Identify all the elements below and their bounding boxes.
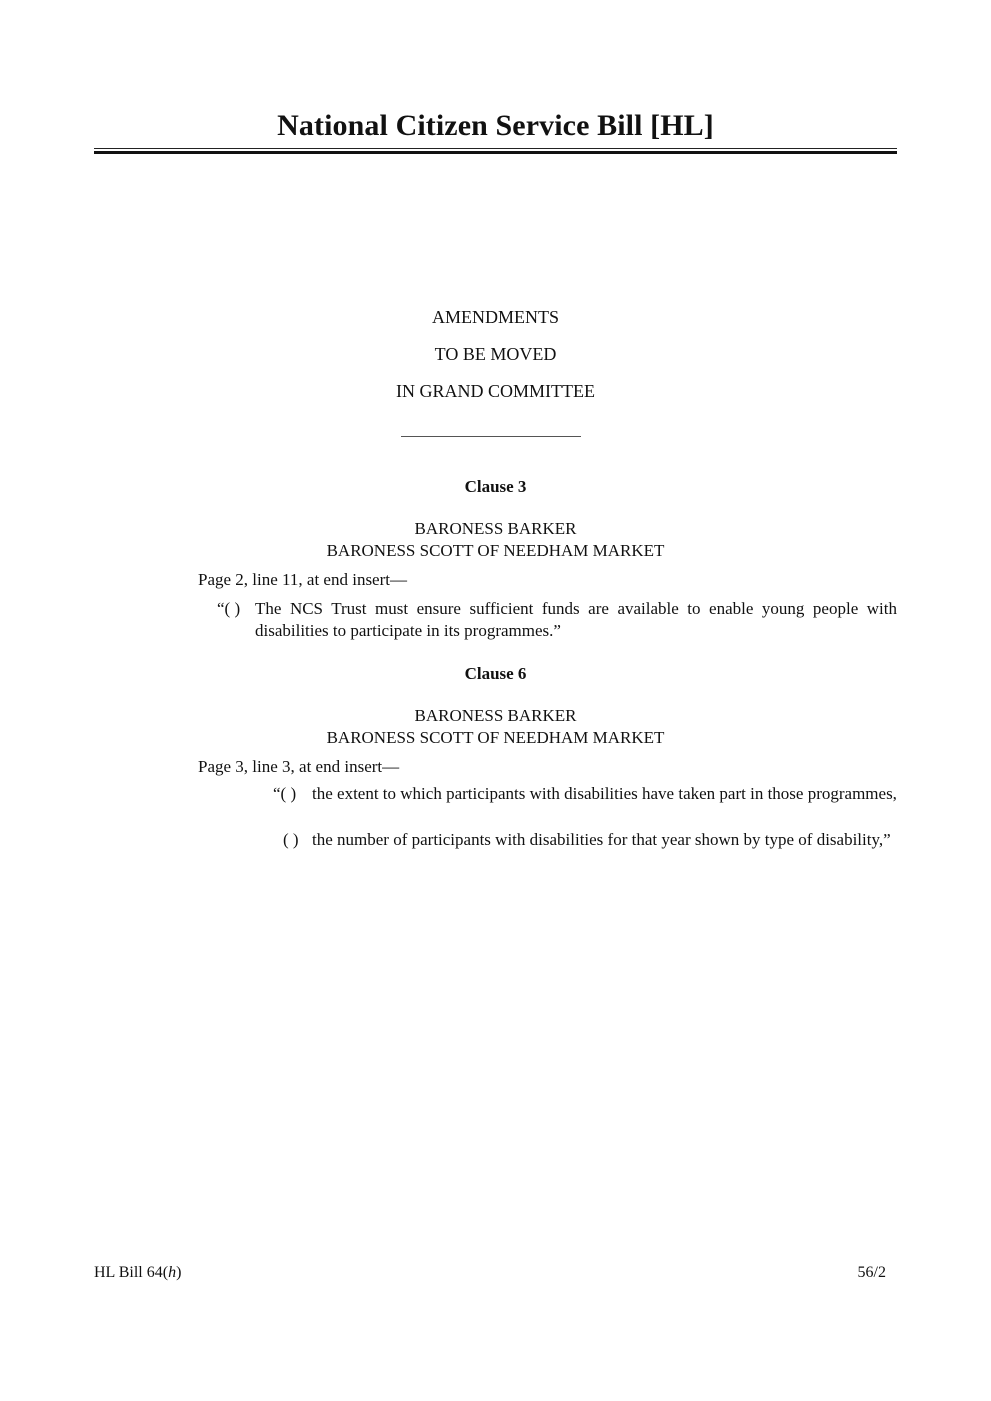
page-reference: 56/2 [857, 1264, 886, 1281]
bill-ref-suffix: ) [176, 1264, 182, 1281]
amendment-paragraph [273, 783, 897, 805]
paragraph-text: the number of participants with disabilities for that year shown by type of disability,” [312, 830, 891, 849]
bill-ref-prefix: HL Bill 64( [94, 1264, 169, 1281]
title-rule-thin [94, 148, 897, 149]
intro-line-to-be-moved: TO BE MOVED [434, 344, 557, 364]
bill-reference [94, 1264, 181, 1282]
intro-line-amendments: AMENDMENTS [431, 307, 559, 327]
mover-name: BARONESS SCOTT OF NEEDHAM MARKET [326, 541, 665, 560]
bill-ref-italic: h [168, 1264, 177, 1281]
bill-title: National Citizen Service Bill [HL] [277, 109, 714, 142]
amendment-paragraph [217, 598, 897, 642]
mover-name: BARONESS BARKER [414, 706, 577, 725]
paragraph-text: the extent to which participants with disabilities have taken part in those programmes, [312, 784, 897, 803]
intro-line-grand-committee: IN GRAND COMMITTEE [396, 381, 595, 401]
clause-heading-6: Clause 6 [464, 664, 527, 683]
clause-heading-3: Clause 3 [464, 477, 527, 496]
mover-name: BARONESS SCOTT OF NEEDHAM MARKET [326, 728, 665, 747]
paragraph-mark: ( ) [283, 830, 299, 849]
amendment-instruction: Page 2, line 11, at end insert— [198, 570, 407, 589]
paragraph-text: The NCS Trust must ensure sufficient funds are available to enable young people with disabilities to participate in its programmes.” [255, 599, 897, 640]
paragraph-mark: “( ) [217, 599, 241, 618]
mover-name: BARONESS BARKER [414, 519, 577, 538]
amendment-paragraph [273, 829, 897, 851]
paragraph-mark: “( ) [273, 784, 297, 803]
amendment-instruction: Page 3, line 3, at end insert— [198, 757, 400, 776]
title-rule-thick [94, 151, 897, 154]
separator-rule [401, 436, 581, 437]
